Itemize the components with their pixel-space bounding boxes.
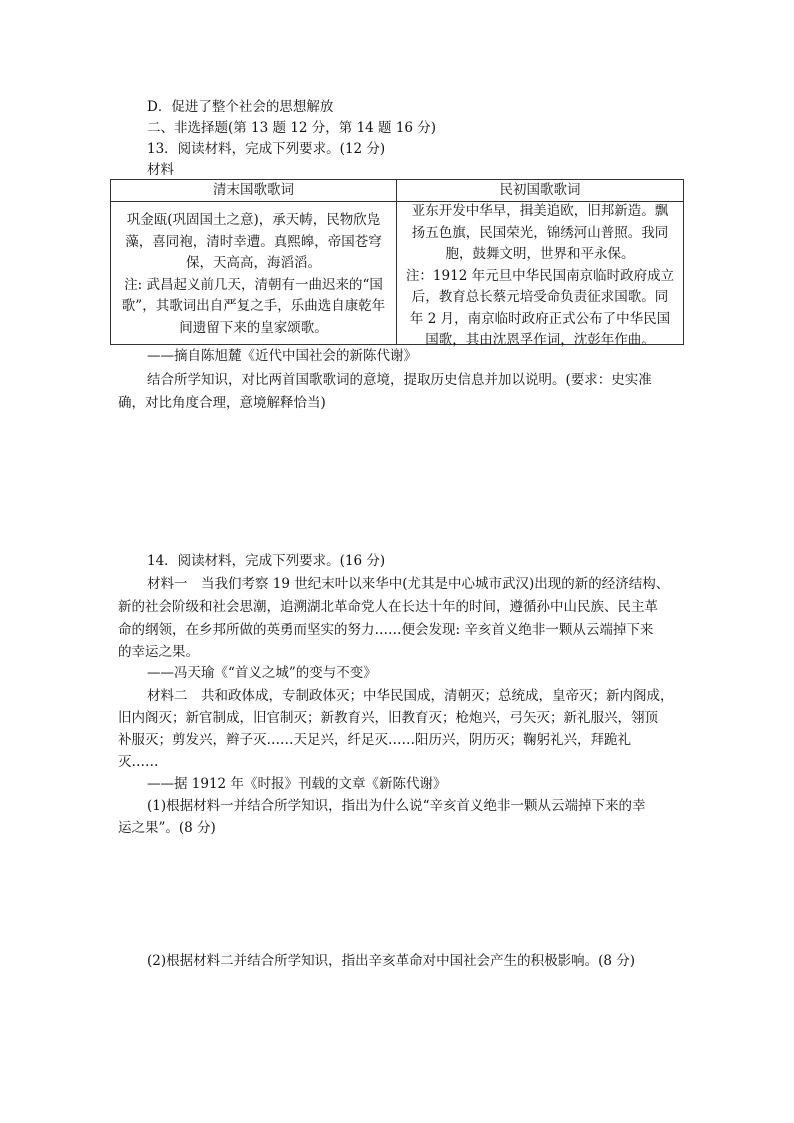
q13-material-label: 材料 [147, 162, 174, 178]
qing-lyric-line: 巩金瓯(巩固国土之意)，承天帱，民物欣凫 [126, 212, 381, 228]
qing-note-line: 歌”，其歌词出自严复之手，乐曲选自康乾年 [121, 298, 386, 314]
q14-material1-line: 材料一 当我们考察 19 世纪末叶以来华中(尤其是中心城市武汉)出现的新的经济结构、 [147, 576, 670, 592]
table-header-qing: 清末国歌歌词 [213, 182, 294, 198]
q14-material1-source: ——冯天瑜《“首义之城”的变与不变》 [147, 665, 377, 681]
anthem-comparison-table [110, 179, 684, 348]
table-cell-republic [397, 201, 683, 352]
q14-material1-line: 的幸运之果。 [118, 644, 199, 660]
q13-task-line: 结合所学知识，对比两首国歌歌词的意境，提取历史信息并加以说明。(要求：史实准 [147, 372, 652, 388]
qing-note-line: 注: 武昌起义前几天，清朝有一曲迟来的“国 [124, 276, 383, 293]
option-d: D．促进了整个社会的思想解放 [147, 99, 334, 115]
q14-material2-source: ——据 1912 年《时报》刊载的文章《新陈代谢》 [147, 776, 447, 792]
republic-note-line: 国歌，其由沈恩孚作词，沈彭年作曲。 [425, 332, 655, 348]
q13-source: ——摘自陈旭麓《近代中国社会的新陈代谢》 [147, 348, 417, 364]
q14-stem: 14．阅读材料，完成下列要求。(16 分) [147, 553, 386, 569]
q14-material2-line: 旧内阁灭；新官制成，旧官制灭；新教育兴，旧教育灭；枪炮兴，弓矢灭；新礼服兴，翎顶 [118, 710, 658, 726]
q14-sub2: (2)根据材料二并结合所学知识，指出辛亥革命对中国社会产生的积极影响。(8 分) [147, 953, 636, 969]
q13-task-line: 确，对比角度合理，意境解释恰当) [118, 395, 326, 411]
q14-sub1-line: 运之果”。(8 分) [118, 820, 216, 836]
section-title: 二、非选择题(第 13 题 12 分，第 14 题 16 分) [147, 120, 437, 136]
republic-lyric-line: 胞，鼓舞文明，世界和平永保。 [445, 246, 635, 262]
q14-material2-line: 材料二 共和政体成，专制政体灭；中华民国成，清朝灭；总统成，皇帝灭；新内阁成， [147, 688, 674, 704]
republic-note-line: 年 2 月，南京临时政府正式公布了中华民国 [409, 310, 671, 327]
republic-note-line: 后，教育总长蔡元培受命负责征求国歌。同 [411, 289, 669, 305]
q14-material1-line: 新的社会阶级和社会思潮，追溯湖北革命党人在长达十年的时间，遵循孙中山民族、民主革 [118, 599, 658, 615]
table-cell-qing [111, 210, 396, 339]
q14-material2-line: 灭…… [118, 754, 159, 770]
qing-lyric-line: 保，天高高，海滔滔。 [186, 255, 321, 271]
q14-material2-line: 补服灭；剪发兴，辫子灭……天足兴，纤足灭……阳历兴，阴历灭；鞠躬礼兴，拜跪礼 [118, 732, 631, 748]
q14-sub1-line: (1)根据材料一并结合所学知识，指出为什么说“辛亥首义绝非一颗从云端掉下来的幸 [147, 798, 646, 814]
q14-material1-line: 命的纲领，在乡邦所做的英勇而坚实的努力……便会发现: 辛亥首义绝非一颗从云端掉下来 [118, 622, 654, 638]
q13-stem: 13．阅读材料，完成下列要求。(12 分) [147, 141, 386, 157]
republic-lyric-line: 亚东开发中华早，揖美追欧，旧邦新造。飘 [411, 203, 669, 219]
table-header-republic: 民初国歌歌词 [499, 182, 581, 198]
qing-note-line: 间遗留下来的皇家颂歌。 [179, 319, 328, 336]
republic-note-line: 注：1912 年元旦中华民国南京临时政府成立 [405, 267, 675, 284]
republic-lyric-line: 扬五色旗，民国荣光，锦绣河山普照。我同 [411, 224, 669, 241]
qing-lyric-line: 藻，喜同袍，清时幸遭。真熙皞，帝国苍穹 [125, 233, 382, 250]
